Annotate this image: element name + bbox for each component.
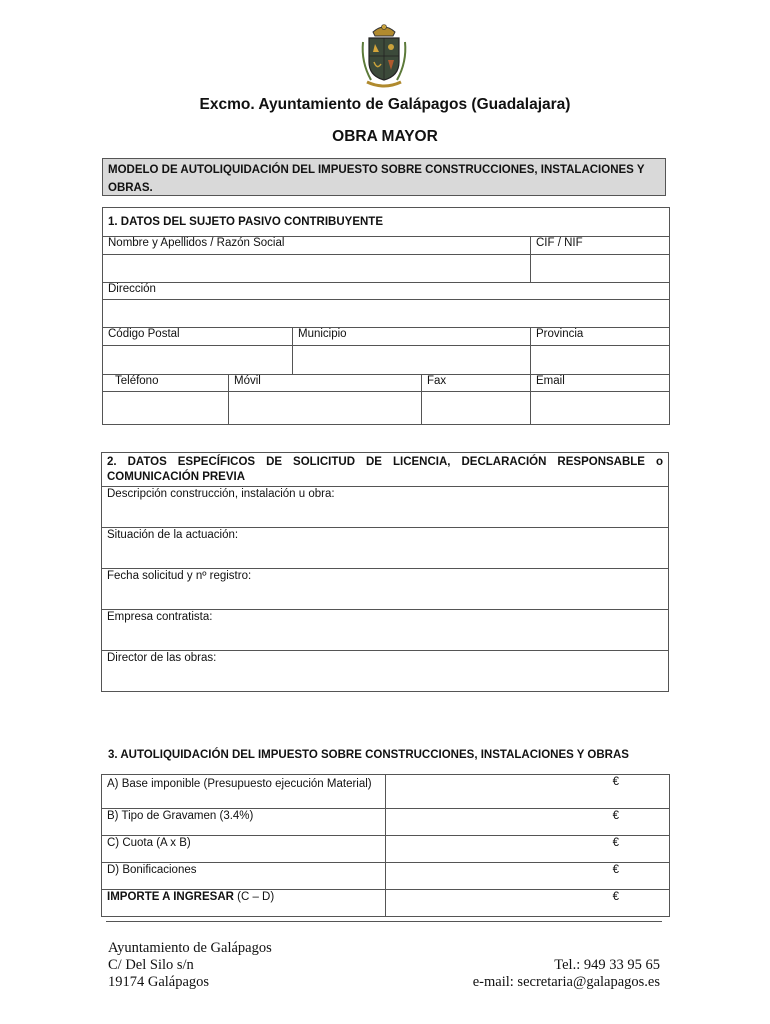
footer-tel: Tel.: 949 33 95 65 [554,957,660,973]
taxable-base-label: A) Base imponible (Presupuesto ejecución Material) [102,775,386,809]
footer-city: 19174 Galápagos [108,974,210,990]
works-director-field[interactable]: Director de las obras: [102,651,669,692]
section2-title: 2. DATOS ESPECÍFICOS DE SOLICITUD DE LICENCIA, DECLARACIÓN RESPONSABLE o COMUNICACIÓN PREVIA [102,453,669,487]
nif-label: CIF / NIF [531,237,670,255]
fee-label: C) Cuota (A x B) [102,836,386,863]
total-label [102,890,386,917]
address-field[interactable] [103,300,670,328]
fax-field[interactable] [422,392,531,425]
fee-value[interactable]: € [386,836,670,863]
phone-label: Teléfono [103,375,229,392]
email-field[interactable] [531,392,670,425]
total-value[interactable]: € [386,890,670,917]
nif-field[interactable] [531,255,670,283]
address-label: Dirección [103,283,670,300]
discounts-value[interactable]: € [386,863,670,890]
province-field[interactable] [531,346,670,375]
mobile-label: Móvil [229,375,422,392]
section1-title: 1. DATOS DEL SUJETO PASIVO CONTRIBUYENTE [103,208,670,237]
taxable-base-value[interactable]: € [386,775,670,809]
phone-field[interactable] [103,392,229,425]
municipality-field[interactable] [293,346,531,375]
postal-code-field[interactable] [103,346,293,375]
page-title: Excmo. Ayuntamiento de Galápagos (Guadalajara) [199,96,571,113]
model-title-box: MODELO DE AUTOLIQUIDACIÓN DEL IMPUESTO SOBRE CONSTRUCCIONES, INSTALACIONES Y OBRAS. [102,158,666,196]
fax-label: Fax [422,375,531,392]
discounts-label: D) Bonificaciones [102,863,386,890]
page-subtitle: OBRA MAYOR [332,128,438,145]
footer-address [108,940,272,991]
footer-contact [473,957,660,991]
request-data-table [101,452,669,692]
postal-code-label: Código Postal [103,328,293,346]
contractor-field[interactable]: Empresa contratista: [102,610,669,651]
mobile-field[interactable] [229,392,422,425]
location-field[interactable]: Situación de la actuación: [102,528,669,569]
tax-rate-label: B) Tipo de Gravamen (3.4%) [102,809,386,836]
request-date-field[interactable]: Fecha solicitud y nº registro: [102,569,669,610]
section3-title: 3. AUTOLIQUIDACIÓN DEL IMPUESTO SOBRE CONSTRUCCIONES, INSTALACIONES Y OBRAS [108,749,629,761]
email-label: Email [531,375,670,392]
name-field[interactable] [103,255,531,283]
footer-email[interactable]: e-mail: secretaria@galapagos.es [472,974,660,990]
tax-calculation-table [101,774,670,917]
province-label: Provincia [531,328,670,346]
municipality-label: Municipio [293,328,531,346]
footer-street: C/ Del Silo s/n [108,957,194,973]
footer-org: Ayuntamiento de Galápagos [108,940,272,956]
coat-of-arms-icon [359,22,409,90]
taxpayer-data-table [102,207,670,425]
tax-rate-value[interactable]: € [386,809,670,836]
footer-divider [106,921,662,922]
description-field[interactable]: Descripción construcción, instalación u obra: [102,487,669,528]
total-label-bold: IMPORTE A INGRESAR [107,891,234,903]
name-label: Nombre y Apellidos / Razón Social [103,237,531,255]
total-label-formula: (C – D) [233,891,275,903]
